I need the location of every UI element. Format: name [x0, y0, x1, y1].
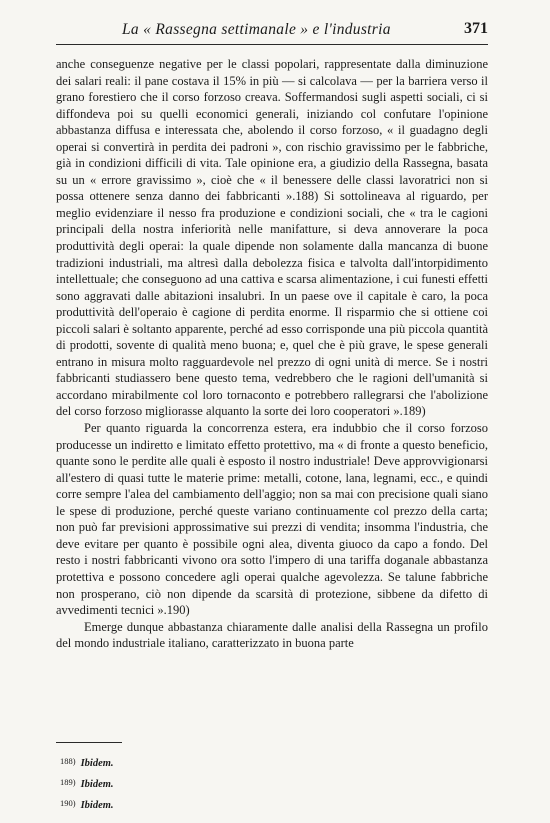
paragraph-2: Per quanto riguarda la concorrenza estera, era indubbio che il corso forzoso producesse un indiretto e limitato effetto protettivo, ma « di fronte a questo beneficio, quante sono le perdite alle quali è esposto il nostro industriale! Deve approvvigionarsi all'estero di quasi tutte le materie prime: metalli, cotone, lana, legnami, ecc., e quindi corre sempre l'alea del cambiamento dell'aggio; non sa mai con precisione quali siano le spese di produzione, perché queste variano continuamente col prezzo della carta; non può far previsioni approssimative sui prezzi di vendita; insomma l'industria, che deve evitare per quanto è possibile ogni alea, diventa giuoco da capo a fondo. Del resto i nostri fabbricanti vivono ora sotto l'impero di una tariffa doganale abbastanza protettiva e possono concedere agli operai qualche agevolezza. Se talune fabbriche non prosperano, ciò non dipende da scarsità di protezione, sibbene da difetto di avvedimenti tecnici ».190) [56, 421, 488, 618]
footnote-number: 190) [60, 798, 76, 808]
running-title: La « Rassegna settimanale » e l'industria [122, 21, 391, 38]
footnote-text: Ibidem. [80, 779, 114, 790]
page-number: 371 [464, 20, 488, 37]
footnote-number: 188) [60, 756, 76, 766]
header-rule [56, 44, 488, 45]
footnote-189 [60, 773, 114, 794]
footnote-text: Ibidem. [80, 758, 114, 769]
body-text [56, 56, 488, 652]
footnote-text: Ibidem. [80, 800, 114, 811]
footnote-188 [60, 752, 114, 773]
footnotes [60, 752, 114, 815]
footnote-rule [56, 742, 122, 743]
footnote-number: 189) [60, 777, 76, 787]
running-header [56, 20, 488, 42]
paragraph-1: anche conseguenze negative per le classi popolari, rappresentate dalla diminuzione dei salari reali: il pane costava il 15% in più — si calcolava — per la barriera verso il grano forestiero che il corso forzoso creava. Soffermandosi sugli aspetti sociali, ci si diffondeva poi su quelli economici generali, iniziando col confutare l'opinione abbastanza diffusa e interessata che, abolendo il corso forzoso, « il guadagno degli operai si convertirà in perdita dei padroni », con rischio gravissimo per le fabbriche, già in condizioni difficili di vita. Tale opinione era, a giudizio della Rassegna, basata su un « errore gravissimo », cioè che « il benessere delle classi lavoratrici non si possa ottenere senza danno dei fabbricanti ».188) Si sottolineava al riguardo, per meglio evidenziare il nesso fra produzione e condizioni sociali, che « tra le cagioni principali della nostra inferiorità nelle manifatture, si deva annoverare la poca produttività degli operai: la quale dipende non solamente dalla mancanza di buone tradizioni industriali, ma altresì dalla debolezza fisica e talvolta dall'intorpidimento intellettuale; che conseguono ad una cattiva e scarsa alimentazione, i cui funesti effetti sono aggravati dalle abitazioni insalubri. In un paese ove il capitale è caro, la poca produttività dell'operaio è cagione di perdita enorme. Il risparmio che si ottiene coi piccoli salari è soltanto apparente, perché ad esso corrisponde una più piccola quantità di prodotti, sovente di qualità meno buona; e, quel che è più grave, le spese generali entrano in misura molto ragguardevole nel prezzo di ogni unità di merce. Se i nostri fabbricanti studiassero bene questo tema, vedrebbero che le ragioni dell'umanità si accordano mirabilmente col loro tornaconto e potrebbero rallegrarsi che l'abolizione del corso forzoso migliorasse alquanto la sorte dei loro cooperatori ».189) [56, 57, 488, 419]
footnote-190 [60, 794, 114, 815]
paragraph-3: Emerge dunque abbastanza chiaramente dalle analisi della Rassegna un profilo del mondo industriale italiano, caratterizzato in buona parte [56, 619, 488, 651]
